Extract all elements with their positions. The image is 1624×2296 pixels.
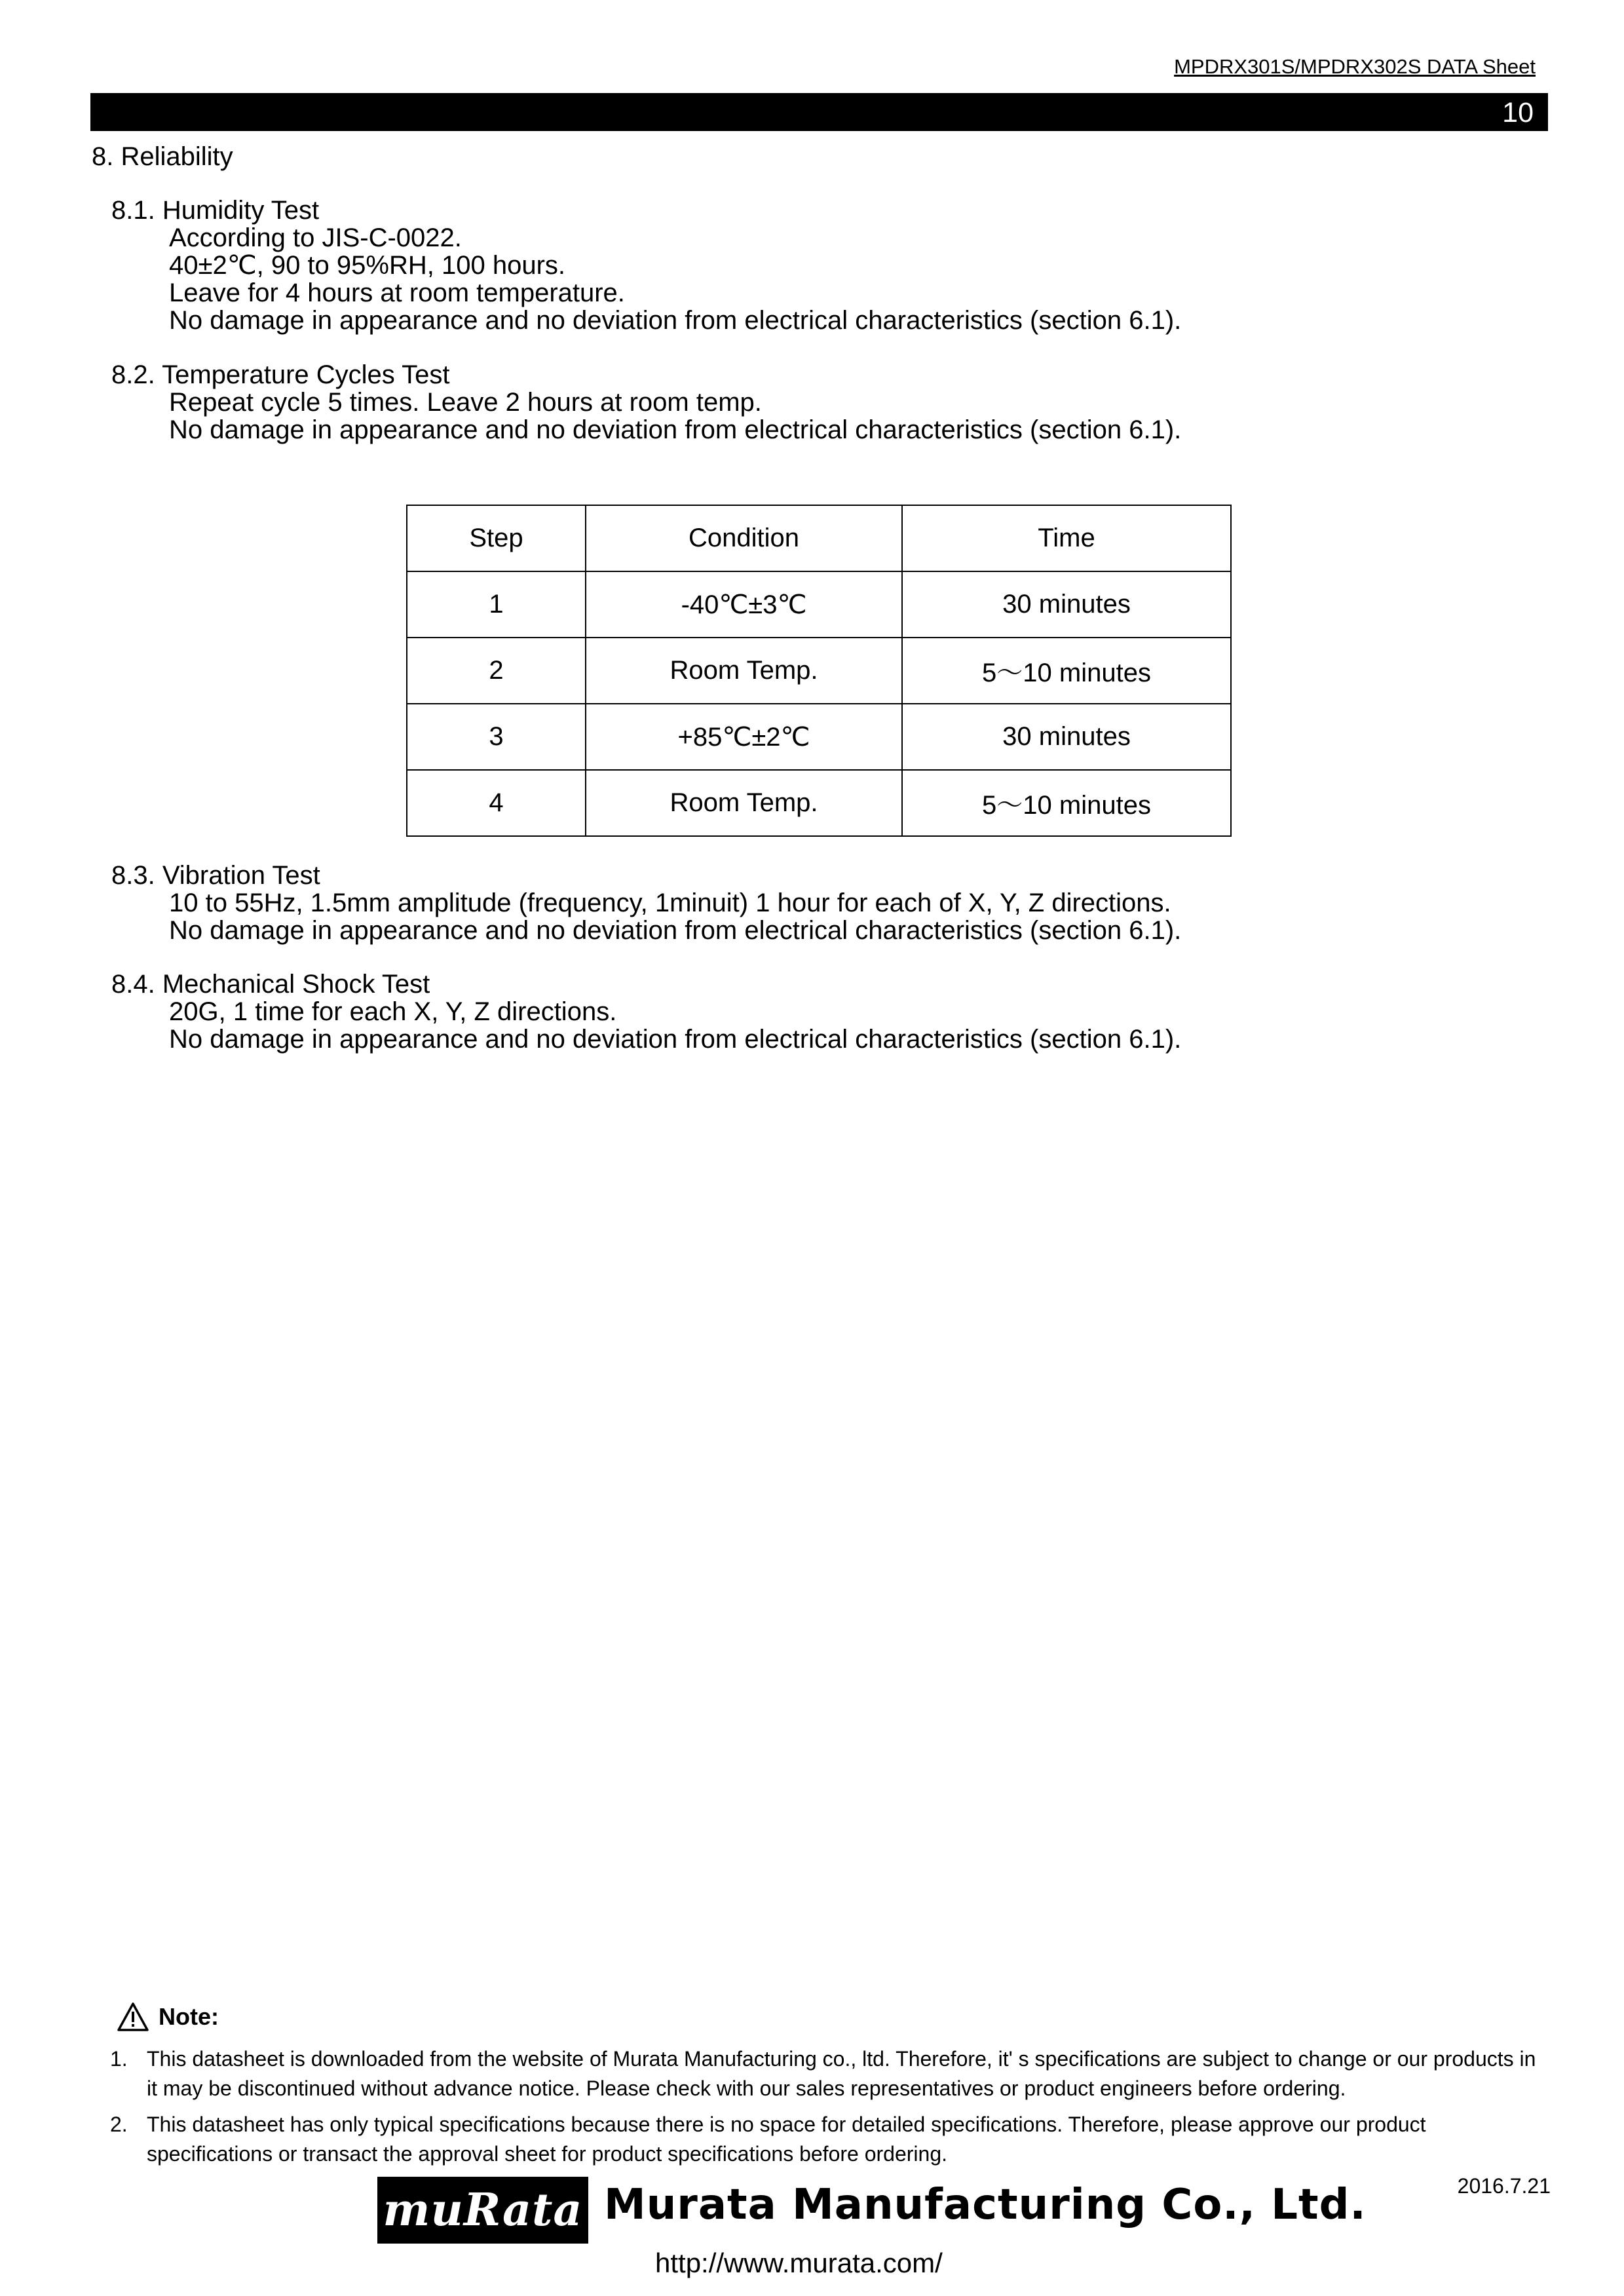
cell-step: 3 bbox=[407, 704, 586, 770]
document-date: 2016.7.21 bbox=[1457, 2174, 1551, 2198]
subsection-line: 20G, 1 time for each X, Y, Z directions. bbox=[169, 997, 617, 1026]
subsection-heading: 8.1. Humidity Test bbox=[111, 196, 320, 225]
header-bar bbox=[90, 93, 1548, 131]
cell-condition: -40℃±3℃ bbox=[586, 571, 902, 638]
header-condition: Condition bbox=[586, 505, 902, 571]
note-label: Note: bbox=[159, 2003, 219, 2030]
note-heading bbox=[117, 2002, 219, 2032]
cell-step: 4 bbox=[407, 770, 586, 836]
note-text: This datasheet has only typical specifications because there is no space for detailed specifications. Therefore, please approve our product specifications or transact the approval sheet for product specifications before ordering. bbox=[147, 2113, 1426, 2166]
note-text: This datasheet is downloaded from the website of Murata Manufacturing co., ltd. Therefore, it' s specifications are subject to change or our products in it may be discontinued without advance notice. Please check with our sales representatives or product engineers before ordering. bbox=[147, 2047, 1536, 2100]
note-number: 2. bbox=[110, 2113, 128, 2136]
table-row bbox=[407, 571, 1231, 638]
murata-logo bbox=[377, 2177, 588, 2244]
subsection-line: No damage in appearance and no deviation from electrical characteristics (section 6.1). bbox=[169, 916, 1182, 945]
subsection-heading: 8.2. Temperature Cycles Test bbox=[111, 360, 450, 389]
subsection-heading: 8.4. Mechanical Shock Test bbox=[111, 970, 430, 999]
cell-step: 1 bbox=[407, 571, 586, 638]
subsection-line: Repeat cycle 5 times. Leave 2 hours at room temp. bbox=[169, 388, 762, 417]
subsection-heading: 8.3. Vibration Test bbox=[111, 861, 320, 890]
table-row bbox=[407, 704, 1231, 770]
subsection-line: 10 to 55Hz, 1.5mm amplitude (frequency, 1minuit) 1 hour for each of X, Y, Z directions. bbox=[169, 889, 1171, 917]
cell-time: 30 minutes bbox=[902, 704, 1231, 770]
subsection-line: No damage in appearance and no deviation from electrical characteristics (section 6.1). bbox=[169, 306, 1182, 335]
subsection-line: Leave for 4 hours at room temperature. bbox=[169, 278, 625, 307]
header-step: Step bbox=[407, 505, 586, 571]
note-number: 1. bbox=[110, 2047, 128, 2071]
table-row bbox=[407, 770, 1231, 836]
logo-text: muRata bbox=[383, 2184, 583, 2236]
subsection-line: No damage in appearance and no deviation from electrical characteristics (section 6.1). bbox=[169, 1025, 1182, 1054]
list-item bbox=[110, 2110, 1551, 2169]
temperature-cycles-section bbox=[111, 361, 1181, 444]
mechanical-shock-section bbox=[111, 970, 1181, 1053]
header-time: Time bbox=[902, 505, 1231, 571]
vibration-test-section bbox=[111, 862, 1181, 944]
cell-condition: +85℃±2℃ bbox=[586, 704, 902, 770]
company-name: Murata Manufacturing Co., Ltd. bbox=[604, 2181, 1367, 2229]
cell-time: 5～10 minutes bbox=[902, 638, 1231, 704]
cell-condition: Room Temp. bbox=[586, 638, 902, 704]
subsection-line: No damage in appearance and no deviation from electrical characteristics (section 6.1). bbox=[169, 415, 1182, 444]
table-row bbox=[407, 638, 1231, 704]
cell-step: 2 bbox=[407, 638, 586, 704]
section-title: 8. Reliability bbox=[92, 142, 233, 171]
subsection-line: According to JIS-C-0022. bbox=[169, 223, 462, 252]
document-title: MPDRX301S/MPDRX302S DATA Sheet bbox=[1174, 55, 1536, 78]
table-header-row bbox=[407, 505, 1231, 571]
list-item bbox=[110, 2044, 1551, 2103]
cell-condition: Room Temp. bbox=[586, 770, 902, 836]
temperature-cycle-table bbox=[406, 505, 1232, 837]
warning-triangle-icon bbox=[117, 2002, 149, 2032]
notes-list bbox=[110, 2044, 1551, 2175]
cell-time: 5～10 minutes bbox=[902, 770, 1231, 836]
subsection-line: 40±2℃, 90 to 95%RH, 100 hours. bbox=[169, 251, 565, 280]
cell-time: 30 minutes bbox=[902, 571, 1231, 638]
company-url: http://www.murata.com/ bbox=[655, 2248, 943, 2278]
page-number: 10 bbox=[1502, 97, 1534, 128]
humidity-test-section bbox=[111, 197, 1181, 334]
